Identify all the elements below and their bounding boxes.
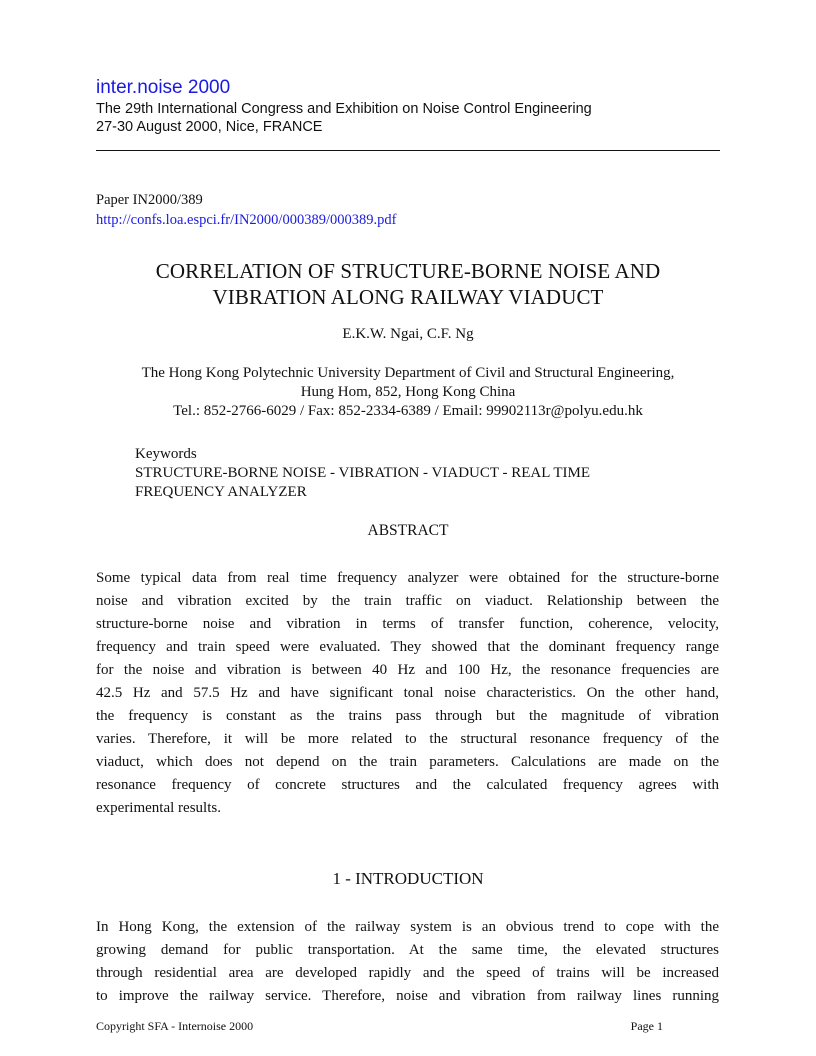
abstract-line: Some typical data from real time frequency analyzer were obtained for the structure-borne — [96, 570, 719, 586]
keywords-block — [135, 445, 720, 502]
introduction-line: through residential area are developed rapidly and the speed of trains will be increased — [96, 965, 719, 981]
abstract-line: structure-borne noise and vibration in terms of transfer function, coherence, velocity, — [96, 616, 719, 632]
abstract-line: resonance frequency of concrete structures and the calculated frequency agrees with — [96, 777, 719, 793]
introduction-body — [96, 916, 719, 1008]
paper-title-line-2: VIBRATION ALONG RAILWAY VIADUCT — [212, 285, 604, 309]
abstract-heading: ABSTRACT — [367, 522, 449, 539]
abstract-line: viaduct, which does not depend on the train parameters. Calculations are made on the — [96, 754, 719, 770]
conference-dates-location: 27-30 August 2000, Nice, FRANCE — [96, 119, 323, 135]
affiliation-line-1: The Hong Kong Polytechnic University Department of Civil and Structural Engineering, — [141, 365, 675, 381]
keywords-line-2: FREQUENCY ANALYZER — [135, 484, 307, 500]
affiliation-block — [96, 364, 720, 421]
conference-name: inter.noise 2000 — [96, 77, 231, 98]
abstract-line: the frequency is constant as the trains pass through but the magnitude of vibration — [96, 708, 719, 724]
affiliation-line-2: Hung Hom, 852, Hong Kong China — [300, 384, 516, 400]
abstract-line: noise and vibration excited by the train traffic on viaduct. Relationship between the — [96, 593, 719, 609]
keywords-label: Keywords — [135, 446, 197, 462]
abstract-line: 42.5 Hz and 57.5 Hz and have significant tonal noise characteristics. On the other hand, — [96, 685, 719, 701]
introduction-line: In Hong Kong, the extension of the railway system is an obvious trend to cope with the — [96, 919, 719, 935]
congress-title: The 29th International Congress and Exhibition on Noise Control Engineering — [96, 101, 592, 117]
introduction-heading: 1 - INTRODUCTION — [332, 869, 484, 888]
abstract-line: frequency and train speed were evaluated. They showed that the dominant frequency range — [96, 639, 719, 655]
page-number: Page 1 — [630, 1019, 663, 1033]
page-footer — [96, 1018, 720, 1034]
header-divider — [96, 150, 720, 151]
keywords-line-1: STRUCTURE-BORNE NOISE - VIBRATION - VIADUCT - REAL TIME — [135, 465, 590, 481]
copyright-notice: Copyright SFA - Internoise 2000 — [96, 1019, 254, 1033]
paper-identifier — [96, 190, 396, 230]
abstract-line: for the noise and vibration is between 40 Hz and 100 Hz, the resonance frequencies are — [96, 662, 719, 678]
abstract-line: varies. Therefore, it will be more related to the structural resonance frequency of the — [96, 731, 719, 747]
abstract-line: experimental results. — [96, 800, 221, 816]
paper-url-link[interactable]: http://confs.loa.espci.fr/IN2000/000389/000389.pdf — [96, 212, 397, 228]
paper-id: Paper IN2000/389 — [96, 192, 203, 208]
introduction-line: growing demand for public transportation. At the same time, the elevated structures — [96, 942, 719, 958]
introduction-line: to improve the railway service. Therefore, noise and vibration from railway lines running — [96, 988, 719, 1004]
paper-title-line-1: CORRELATION OF STRUCTURE-BORNE NOISE AND — [155, 259, 661, 283]
contact-info: Tel.: 852-2766-6029 / Fax: 852-2334-6389 / Email: 99902113r@polyu.edu.hk — [173, 403, 643, 419]
abstract-body — [96, 567, 719, 820]
conference-header — [96, 76, 720, 136]
paper-title — [96, 258, 720, 310]
paper-authors: E.K.W. Ngai, C.F. Ng — [342, 326, 474, 342]
